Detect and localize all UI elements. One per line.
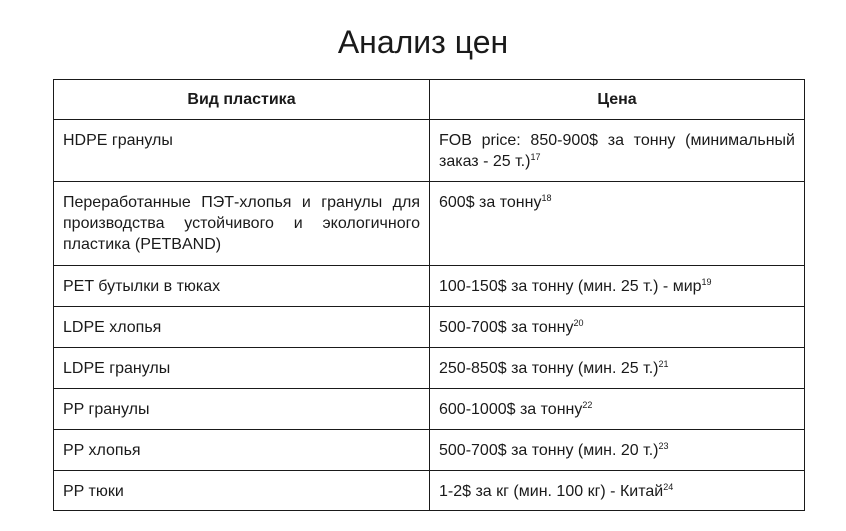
column-header-price: Цена [430, 80, 805, 120]
table-row [54, 266, 805, 307]
price-cell [430, 348, 805, 389]
table-row [54, 182, 805, 266]
price-text: 600$ за тонну [439, 194, 542, 211]
plastic-type-cell: PET бутылки в тюках [54, 266, 430, 307]
price-text: 100-150$ за тонну (мин. 25 т.) - мир [439, 278, 702, 295]
price-cell [430, 389, 805, 430]
price-text: 600-1000$ за тонну [439, 401, 583, 418]
footnote-ref: 22 [582, 400, 593, 410]
plastic-type-cell: PP тюки [54, 471, 430, 511]
price-cell [430, 471, 805, 511]
page-title: Анализ цен [337, 24, 509, 60]
table-row [54, 389, 805, 430]
table-row [54, 120, 805, 182]
plastic-type-cell: LDPE гранулы [54, 348, 430, 389]
price-text: FOB price: 850-900$ за тонну (минимальный заказ - 25 т.) [439, 132, 795, 170]
price-cell [430, 430, 805, 471]
footnote-ref: 19 [701, 277, 712, 287]
price-cell [430, 307, 805, 348]
price-text: 250-850$ за тонну (мин. 25 т.) [439, 360, 659, 377]
price-cell [430, 266, 805, 307]
footnote-ref: 20 [573, 318, 584, 328]
plastic-type-cell: Переработанные ПЭТ-хлопья и гранулы для производства устойчивого и экологичного пластика (PETBAND) [54, 182, 430, 266]
price-text: 1-2$ за кг (мин. 100 кг) - Китай [439, 483, 664, 500]
plastic-type-cell: LDPE хлопья [54, 307, 430, 348]
price-table [53, 79, 805, 511]
footnote-ref: 23 [658, 441, 669, 451]
table-row [54, 430, 805, 471]
price-cell [430, 182, 805, 266]
table-row [54, 348, 805, 389]
footnote-ref: 17 [530, 152, 541, 162]
plastic-type-cell: HDPE гранулы [54, 120, 430, 182]
footnote-ref: 21 [658, 359, 669, 369]
table-row [54, 471, 805, 511]
price-cell [430, 120, 805, 182]
footnote-ref: 24 [663, 482, 674, 492]
column-header-plastic-type: Вид пластика [54, 80, 430, 120]
plastic-type-cell: PP хлопья [54, 430, 430, 471]
plastic-type-cell: PP гранулы [54, 389, 430, 430]
table-row [54, 307, 805, 348]
table-header-row [54, 80, 805, 120]
price-text: 500-700$ за тонну [439, 319, 574, 336]
footnote-ref: 18 [541, 193, 552, 203]
price-text: 500-700$ за тонну (мин. 20 т.) [439, 442, 659, 459]
